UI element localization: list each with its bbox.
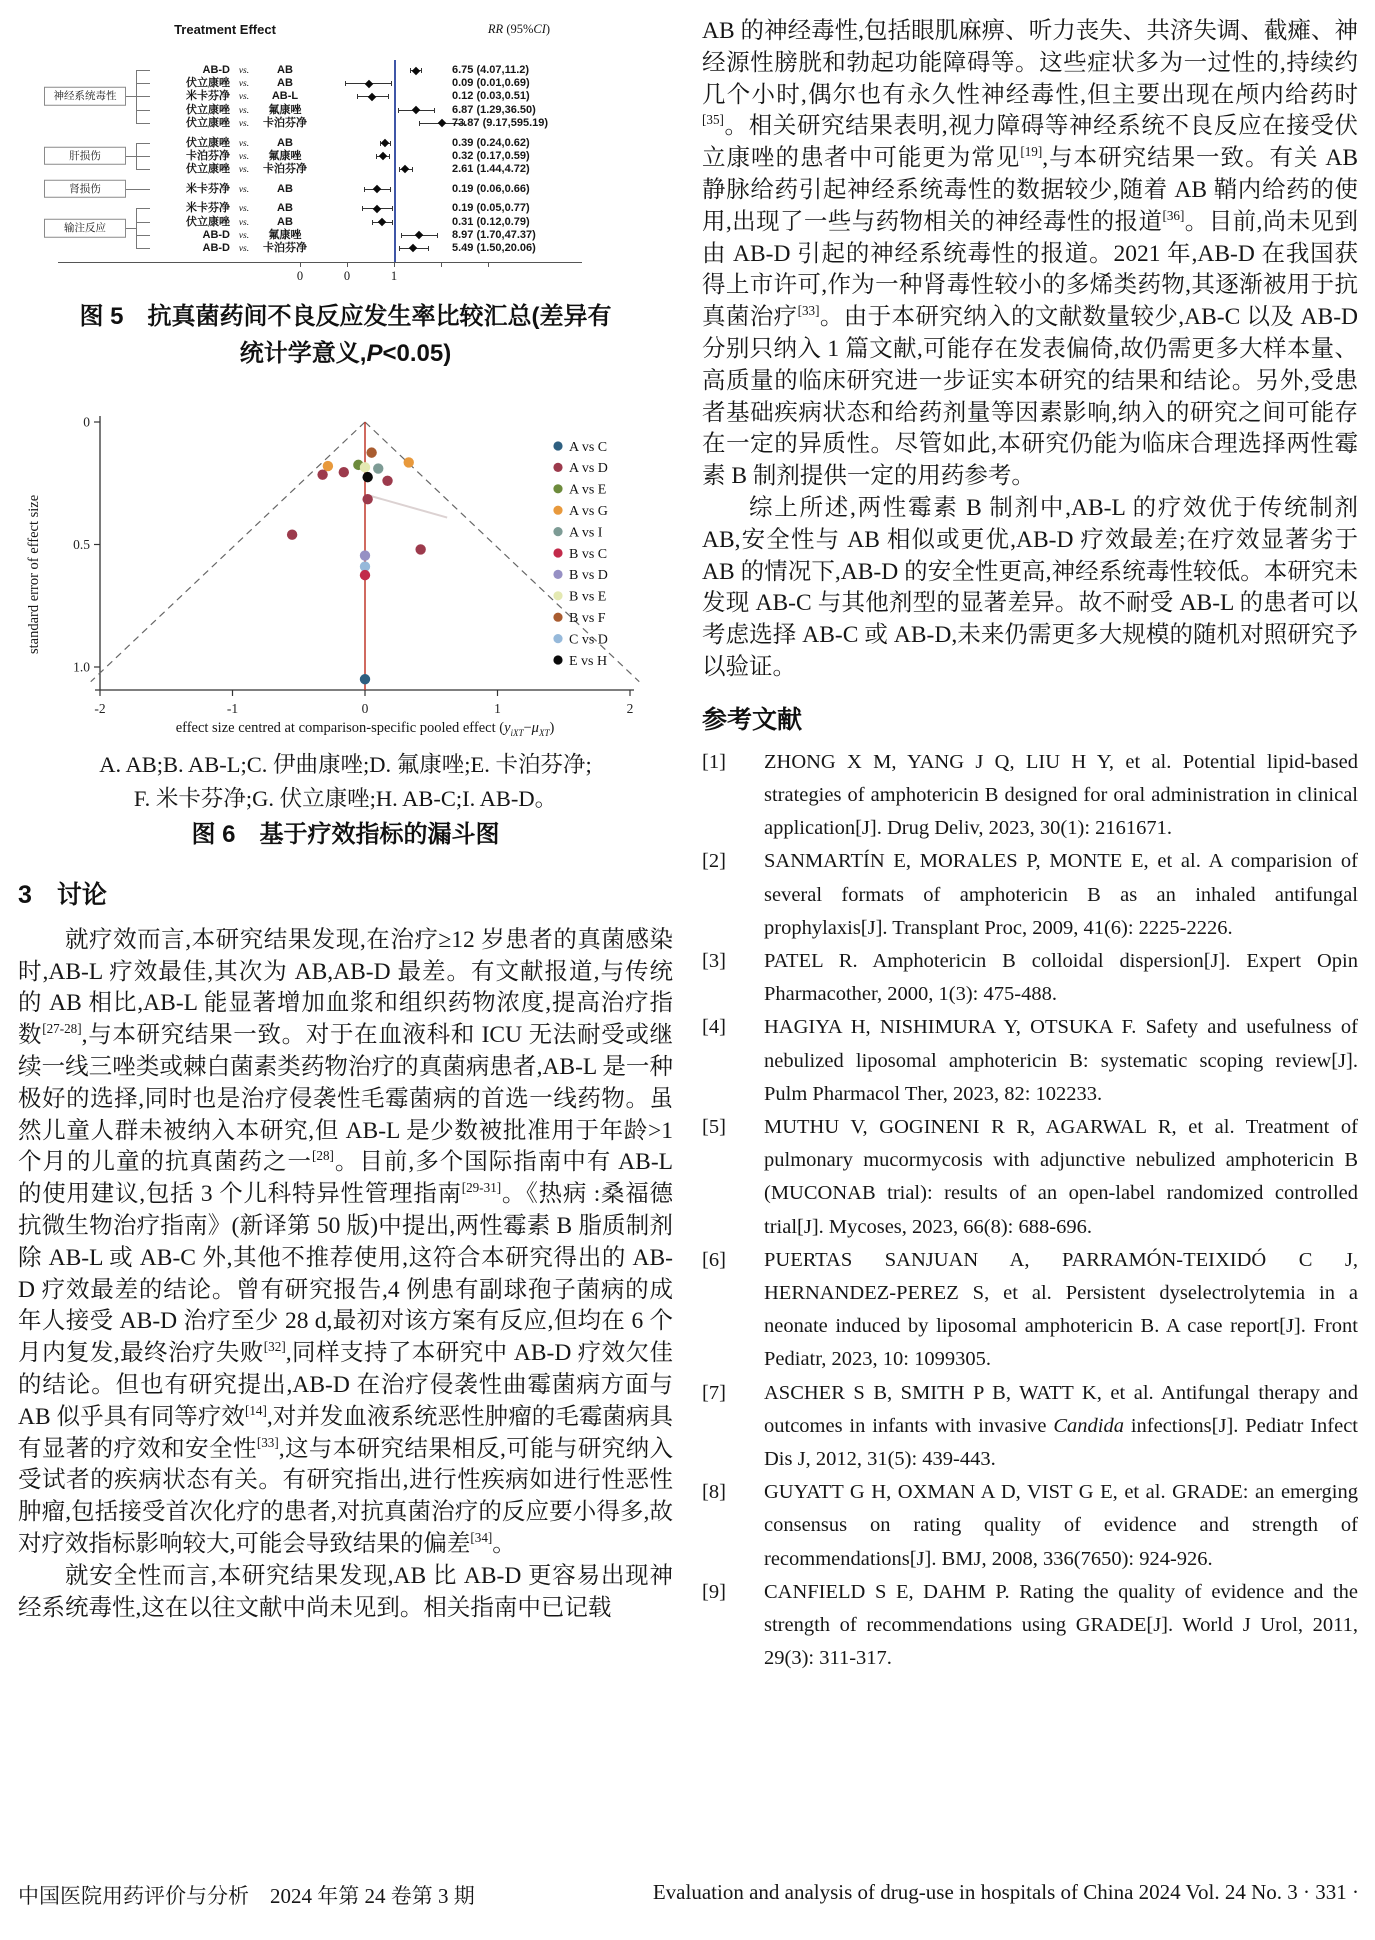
reference-item xyxy=(702,1377,1358,1477)
axis-tick xyxy=(300,262,301,267)
caption-line: 图 5 抗真菌药间不良反应发生率比较汇总(差异有 xyxy=(79,303,612,330)
reference-line xyxy=(394,60,396,262)
ci-whisker xyxy=(412,167,413,172)
forest-drug-left: 伏立康唑 xyxy=(186,136,230,149)
funnel-point xyxy=(373,463,383,473)
discussion-paragraph-2: 就安全性而言,本研究结果发现,AB 比 AB-D 更容易出现神经系统毒性,这在以往文献中尚未见到。相关指南中已记载 xyxy=(18,1562,673,1621)
reference-number: [8] xyxy=(702,1481,726,1504)
funnel-point xyxy=(362,472,372,482)
reference-number: [3] xyxy=(702,949,726,972)
forest-vs-label: vs. xyxy=(238,243,250,254)
forest-vs-label: vs. xyxy=(238,79,250,90)
funnel-point xyxy=(366,447,376,457)
legend-marker xyxy=(553,441,562,450)
group-bracket xyxy=(136,208,150,209)
trend-line xyxy=(369,496,447,518)
legend-label: B vs C xyxy=(569,546,608,562)
forest-point xyxy=(412,106,420,114)
reference-item xyxy=(702,1576,1358,1676)
forest-drug-left: 伏立康唑 xyxy=(186,215,230,228)
reference-text: CANFIELD S E, DAHM P. Rating the quality of evidence and the strength of recommendations using GRADE[J]. World J Urol, 2011, 29(3): 311-317. xyxy=(764,1580,1358,1670)
funnel-point xyxy=(360,570,370,580)
reference-item xyxy=(702,945,1358,1011)
forest-point xyxy=(411,66,419,74)
note-line: A. AB;B. AB-L;C. 伊曲康唑;D. 氟康唑;E. 卡泊芬净; xyxy=(99,751,592,777)
reference-item xyxy=(702,746,1358,846)
figure6 xyxy=(18,390,673,853)
ci-whisker xyxy=(437,233,438,238)
ci-whisker xyxy=(389,154,390,159)
reference-number: [2] xyxy=(702,850,726,873)
forest-drug-right: AB xyxy=(277,215,293,228)
legend-label: B vs D xyxy=(569,568,608,584)
forest-point xyxy=(378,218,386,226)
forest-header-rr-ci: RR (95%CI) xyxy=(487,22,551,36)
legend-label: A vs C xyxy=(569,439,608,455)
legend-label: B vs F xyxy=(569,611,606,626)
ci-whisker xyxy=(419,121,420,126)
group-bracket xyxy=(136,83,150,84)
section-heading-discussion: 3 讨论 xyxy=(18,880,107,909)
legend-marker xyxy=(553,634,562,643)
legend-marker xyxy=(553,655,562,664)
x-tick-label: 2 xyxy=(626,701,634,716)
forest-drug-right: 卡泊芬净 xyxy=(263,162,307,175)
forest-point xyxy=(368,93,376,101)
reference-text: PUERTAS SANJUAN A, PARRAMÓN-TEIXIDÓ C J, HERNANDEZ-PEREZ S, et al. Persistent dyselectrolytemia in a neonate induced by liposomal amphotericin B. A case report[J]. Front Pediatr, 2023, 10: 1099305. xyxy=(764,1248,1358,1371)
ci-whisker xyxy=(362,206,363,211)
funnel-point xyxy=(287,530,297,540)
reference-text: ZHONG X M, YANG J Q, LIU H Y, et al. Potential lipid-based strategies of amphotericin B designed for oral administration in clinical application[J]. Drug Deliv, 2023, 30(1): 2161671. xyxy=(764,750,1358,840)
funnel-point xyxy=(362,494,372,504)
funnel-point xyxy=(404,457,414,467)
x-tick-label: 1 xyxy=(494,701,501,716)
x-tick-label: -2 xyxy=(94,701,106,716)
reference-text: ASCHER S B, SMITH P B, WATT K, et al. Antifungal therapy and outcomes in infants with invasive Candida infections[J]. Pediatr Infect Dis J, 2012, 31(5): 439-443. xyxy=(764,1381,1358,1470)
reference-item xyxy=(702,1111,1358,1244)
forest-point xyxy=(401,165,409,173)
axis-tick-label: 0 xyxy=(296,268,304,283)
axis-tick xyxy=(488,262,489,267)
forest-drug-left: 米卡芬净 xyxy=(186,202,230,215)
legend-marker xyxy=(553,506,562,515)
group-bracket xyxy=(136,143,150,144)
forest-drug-right: 卡泊芬净 xyxy=(263,241,307,254)
reference-number: [7] xyxy=(702,1381,726,1404)
ci-whisker xyxy=(345,81,346,86)
reference-number: [6] xyxy=(702,1248,726,1271)
rr-value: 6.87 (1.29,36.50) xyxy=(452,103,536,116)
legend-marker xyxy=(553,570,562,579)
rr-value: 6.75 (4.07,11.2) xyxy=(452,64,530,76)
ci-whisker xyxy=(376,154,377,159)
rr-value: 5.49 (1.50,20.06) xyxy=(452,241,536,254)
reference-text: SANMARTÍN E, MORALES P, MONTE E, et al. A comparision of several formats of amphotericin B as an inhaled antifungal prophylaxis[J]. Transplant Proc, 2009, 41(6): 2225-2226. xyxy=(764,850,1358,939)
references-list xyxy=(702,746,1358,1676)
rr-value: 0.32 (0.17,0.59) xyxy=(452,149,530,162)
funnel-point xyxy=(360,550,370,560)
ci-whisker xyxy=(434,108,435,113)
forest-drug-right: AB xyxy=(277,77,293,90)
left-column xyxy=(18,12,673,1624)
forest-vs-label: vs. xyxy=(238,138,250,149)
discussion-paragraph-4: 综上所述,两性霉素 B 制剂中,AB-L 的疗效优于传统制剂 AB,安全性与 AB 相似或更优,AB-D 疗效最差;在疗效显著劣于 AB 的情况下,AB-D 的安全性更高,神经系统毒性较低。本研究未发现 AB-C 与其他剂型的显著差异。故不耐受 AB-L 的患者可以考虑选择 AB-C 或 AB-D,未来仍需更多大规模的随机对照研究予以验证。 xyxy=(702,494,1358,680)
group-bracket xyxy=(136,222,150,223)
forest-drug-right: AB xyxy=(277,64,293,76)
ci-whisker xyxy=(398,108,399,113)
rr-value: 0.19 (0.06,0.66) xyxy=(452,182,530,195)
rr-value: 2.61 (1.44,4.72) xyxy=(452,162,530,175)
discussion-paragraph-3: AB 的神经毒性,包括眼肌麻痹、听力丧失、共济失调、截瘫、神经源性膀胱和勃起功能障碍等。这些症状多为一过性的,持续约几个小时,偶尔也有永久性神经毒性,但主要出现在颅内给药时[35]。相关研究结果表明,视力障碍等神经系统不良反应在接受伏立康唑的患者中可能更为常见[19],与本研究结果一致。有关 AB 静脉给药引起神经系统毒性的数据较少,随着 AB 鞘内给药的使用,出现了一些与药物相关的神经毒性的报道[36]。目前,尚未见到由 AB-D 引起的神经系统毒性的报道。2021 年,AB-D 在我国获得上市许可,作为一种肾毒性较小的多烯类药物,其逐渐被用于抗真菌治疗[33]。由于本研究纳入的文献数量较少,AB-C 以及 AB-D 分别只纳入 1 篇文献,可能存在发表偏倚,故仍需更多大样本量、高质量的临床研究进一步证实本研究的结果和结论。另外,受患者基础疾病状态和给药剂量等因素影响,纳入的研究之间可能存在一定的异质性。尽管如此,本研究仍能为临床合理选择两性霉素 B 制剂提供一定的用药参考。 xyxy=(702,18,1359,490)
axis-tick xyxy=(441,262,442,267)
figure5-caption xyxy=(18,298,673,372)
footer-journal-en: Evaluation and analysis of drug-use in hospitals of China 2024 Vol. 24 No. 3 · 331 · xyxy=(652,1880,1359,1904)
reference-number: [5] xyxy=(702,1115,726,1138)
legend-marker xyxy=(553,591,562,600)
discussion-paragraph-1: 就疗效而言,本研究结果发现,在治疗≥12 岁患者的真菌感染时,AB-L 疗效最佳,其次为 AB,AB-D 最差。有文献报道,与传统的 AB 相比,AB-L 能显著增加血浆和组织药物浓度,提高治疗指数[27-28],与本研究结果一致。对于在血液科和 ICU 无法耐受或继续一线三唑类或棘白菌素类药物治疗的真菌病患者,AB-L 是一种极好的选择,同时也是治疗侵袭性毛霉菌病的首选一线药物。虽然儿童人群未被纳入本研究,但 AB-L 是少数被批准用于年龄>1 个月的儿童的抗真菌药之一[28]。目前,多个国际指南中有 AB-L 的使用建议,包括 3 个儿科特异性管理指南[29-31]。《热病 :桑福德抗微生物治疗指南》(新译第 50 版)中提出,两性霉素 B 脂质制剂除 AB-L 或 AB-C 外,其他不推荐使用,这符合本研究得出的 AB-D 疗效最差的结论。曾有研究报告,4 例患有副球孢子菌病的成年人接受 AB-D 治疗至少 28 d,最初对该方案有反应,但均在 6 个月内复发,最终治疗失败[32],同样支持了本研究中 AB-D 疗效欠佳的结论。但也有研究提出,AB-D 在治疗侵袭性曲霉菌病方面与 AB 似乎具有同等疗效[14],对并发血液系统恶性肿瘤的毛霉菌病具有显著的疗效和安全性[33],这与本研究结果相反,可能与研究纳入受试者的疾病状态有关。有研究指出,进行性疾病如进行性恶性肿瘤,包括接受首次化疗的患者,对抗真菌治疗的反应要小得多,故对疗效指标影响较大,可能会导致结果的偏差[34]。 xyxy=(18,926,674,1558)
group-bracket xyxy=(126,228,136,229)
x-tick-label: 0 xyxy=(361,701,369,716)
forest-point xyxy=(378,152,386,160)
forest-vs-label: vs. xyxy=(238,105,250,116)
forest-x-axis xyxy=(58,262,582,263)
legend-marker xyxy=(553,484,562,493)
forest-plot xyxy=(32,16,652,284)
rr-value: 0.12 (0.03,0.51) xyxy=(452,90,530,103)
forest-point xyxy=(415,231,423,239)
forest-drug-left: AB-D xyxy=(202,241,230,254)
forest-point xyxy=(373,205,381,213)
rr-value: 0.31 (0.12,0.79) xyxy=(452,215,530,228)
forest-point xyxy=(409,244,417,252)
forest-drug-left: 伏立康唑 xyxy=(186,116,230,129)
ci-whisker xyxy=(388,94,389,99)
funnel-point xyxy=(317,469,327,479)
forest-drug-left: AB-D xyxy=(202,64,230,76)
reference-text: PATEL R. Amphotericin B colloidal dispersion[J]. Expert Opin Pharmacother, 2000, 1(3): 475-488. xyxy=(764,949,1358,1006)
ci-whisker xyxy=(364,187,365,192)
forest-drug-left: 米卡芬净 xyxy=(186,182,230,195)
forest-drug-right: AB xyxy=(277,136,293,149)
forest-drug-left: 伏立康唑 xyxy=(186,103,230,116)
forest-group-label: 肝损伤 xyxy=(44,146,126,165)
ci-whisker xyxy=(401,233,402,238)
reference-number: [9] xyxy=(702,1580,726,1603)
forest-vs-label: vs. xyxy=(238,66,250,76)
references-heading: 参考文献 xyxy=(702,705,803,734)
ci-whisker xyxy=(399,167,400,172)
right-column xyxy=(702,16,1358,1675)
group-bracket xyxy=(136,235,150,236)
forest-drug-left: 卡泊芬净 xyxy=(186,149,230,162)
forest-vs-label: vs. xyxy=(238,184,250,195)
forest-drug-right: AB xyxy=(277,182,293,195)
forest-drug-left: 伏立康唑 xyxy=(186,77,230,90)
reference-number: [4] xyxy=(702,1016,726,1039)
funnel-boundary-left xyxy=(91,422,365,682)
y-tick-label: 1.0 xyxy=(73,659,90,675)
ci-whisker xyxy=(391,81,392,86)
forest-vs-label: vs. xyxy=(238,92,250,103)
forest-drug-left: AB-D xyxy=(202,228,230,241)
rr-value: 8.97 (1.70,47.37) xyxy=(452,228,536,241)
forest-group-label: 输注反应 xyxy=(44,219,126,238)
figure5 xyxy=(18,16,673,372)
legend-marker xyxy=(553,463,562,472)
ci-whisker xyxy=(372,220,373,225)
forest-vs-label: vs. xyxy=(238,118,250,129)
forest-drug-left: 伏立康唑 xyxy=(186,162,230,175)
forest-vs-label: vs. xyxy=(238,151,250,162)
funnel-y-axis-label: standard error of effect size xyxy=(26,494,42,655)
legend-label: C vs D xyxy=(569,632,608,648)
ci-whisker xyxy=(399,246,400,251)
x-tick-label: -1 xyxy=(226,701,239,716)
group-bracket xyxy=(136,110,150,111)
forest-vs-label: vs. xyxy=(238,230,250,241)
reference-item xyxy=(702,1476,1358,1576)
forest-drug-right: AB-L xyxy=(271,90,299,103)
ci-whisker xyxy=(428,246,429,251)
group-bracket xyxy=(136,70,150,71)
reference-item xyxy=(702,1011,1358,1111)
forest-drug-right: 卡泊芬净 xyxy=(263,116,307,129)
group-bracket xyxy=(136,208,137,248)
forest-point xyxy=(365,79,373,87)
forest-drug-right: 氟康唑 xyxy=(268,149,302,162)
reference-text: GUYATT G H, OXMAN A D, VIST G E, et al. GRADE: an emerging consensus on rating quality of evidence and strength of recommendations[J]. BMJ, 2008, 336(7650): 924-926. xyxy=(764,1481,1358,1570)
forest-vs-label: vs. xyxy=(238,164,250,175)
rr-value: 0.19 (0.05,0.77) xyxy=(452,202,530,215)
group-bracket xyxy=(136,96,150,97)
figure6-note xyxy=(18,748,673,816)
forest-drug-right: 氟康唑 xyxy=(268,228,302,241)
page-footer xyxy=(18,1880,1359,1910)
forest-vs-label: vs. xyxy=(238,204,250,215)
funnel-plot xyxy=(18,390,673,722)
caption-line: 统计学意义,P<0.05) xyxy=(239,340,452,367)
forest-vs-label: vs. xyxy=(238,217,250,228)
ci-whisker xyxy=(392,206,393,211)
funnel-x-axis-label: effect size centred at comparison-specific pooled effect $(y_{iXT}-\mu_{XT})$ xyxy=(175,720,555,738)
reference-number: [1] xyxy=(702,750,726,773)
rr-value: 0.39 (0.24,0.62) xyxy=(452,136,530,149)
figure6-caption: 图 6 基于疗效指标的漏斗图 xyxy=(191,820,500,848)
forest-point xyxy=(437,119,445,127)
legend-marker xyxy=(553,613,562,622)
reference-text: MUTHU V, GOGINENI R R, AGARWAL R, et al. Treatment of pulmonary mucormycosis with adjunctive nebulized amphotericin B (MUCONAB trial): results of an open-label randomized controlled trial[J]. Mycoses, 2023, 66(8): 688-696. xyxy=(764,1115,1358,1238)
reference-item xyxy=(702,845,1358,945)
group-bracket xyxy=(126,189,150,190)
legend-marker xyxy=(553,527,562,536)
funnel-point xyxy=(415,544,425,554)
funnel-point xyxy=(323,461,333,471)
axis-tick-label: 0 xyxy=(343,268,351,283)
forest-point xyxy=(373,185,381,193)
axis-tick xyxy=(347,262,348,267)
footer-journal-cn: 中国医院用药评价与分析 2024 年第 24 卷第 3 期 xyxy=(18,1884,475,1908)
forest-point xyxy=(381,139,389,147)
funnel-point xyxy=(382,476,392,486)
axis-tick-label: 1 xyxy=(390,268,398,283)
reference-text: HAGIYA H, NISHIMURA Y, OTSUKA F. Safety and usefulness of nebulized liposomal amphotericin B: systematic scoping review[J]. Pulm Pharmacol Ther, 2023, 82: 102233. xyxy=(764,1016,1358,1105)
group-bracket xyxy=(136,123,150,124)
funnel-point xyxy=(339,467,349,477)
legend-label: A vs E xyxy=(569,482,607,498)
funnel-point xyxy=(360,462,370,472)
y-tick-label: 0.5 xyxy=(73,537,90,552)
ci-whisker xyxy=(357,94,358,99)
legend-label: A vs D xyxy=(569,461,608,477)
reference-item xyxy=(702,1244,1358,1377)
forest-drug-right: 氟康唑 xyxy=(268,103,302,116)
group-bracket xyxy=(136,156,150,157)
legend-label: A vs I xyxy=(569,525,603,541)
ci-whisker xyxy=(390,141,391,146)
y-tick-label: 0 xyxy=(83,414,90,430)
ci-whisker xyxy=(390,187,391,192)
legend-label: B vs E xyxy=(569,589,607,605)
legend-label: A vs G xyxy=(569,504,608,519)
forest-header-treatment-effect: Treatment Effect xyxy=(174,22,276,37)
axis-tick xyxy=(394,262,395,267)
forest-group-label: 神经系统毒性 xyxy=(44,87,126,106)
forest-drug-right: AB xyxy=(277,202,293,215)
funnel-point xyxy=(360,674,370,684)
forest-group-label: 肾损伤 xyxy=(44,179,126,198)
group-bracket xyxy=(126,96,136,97)
note-line: F. 米卡芬净;G. 伏立康唑;H. AB-C;I. AB-D。 xyxy=(133,785,558,811)
legend-marker xyxy=(553,548,562,557)
group-bracket xyxy=(136,248,150,249)
legend-label: E vs H xyxy=(569,653,608,669)
group-bracket xyxy=(136,169,150,170)
rr-value: 73.87 (9.17,595.19) xyxy=(452,116,549,129)
group-bracket xyxy=(126,156,136,157)
ci-whisker xyxy=(421,68,422,73)
forest-drug-left: 米卡芬净 xyxy=(186,90,230,103)
rr-value: 0.09 (0.01,0.69) xyxy=(452,77,530,90)
